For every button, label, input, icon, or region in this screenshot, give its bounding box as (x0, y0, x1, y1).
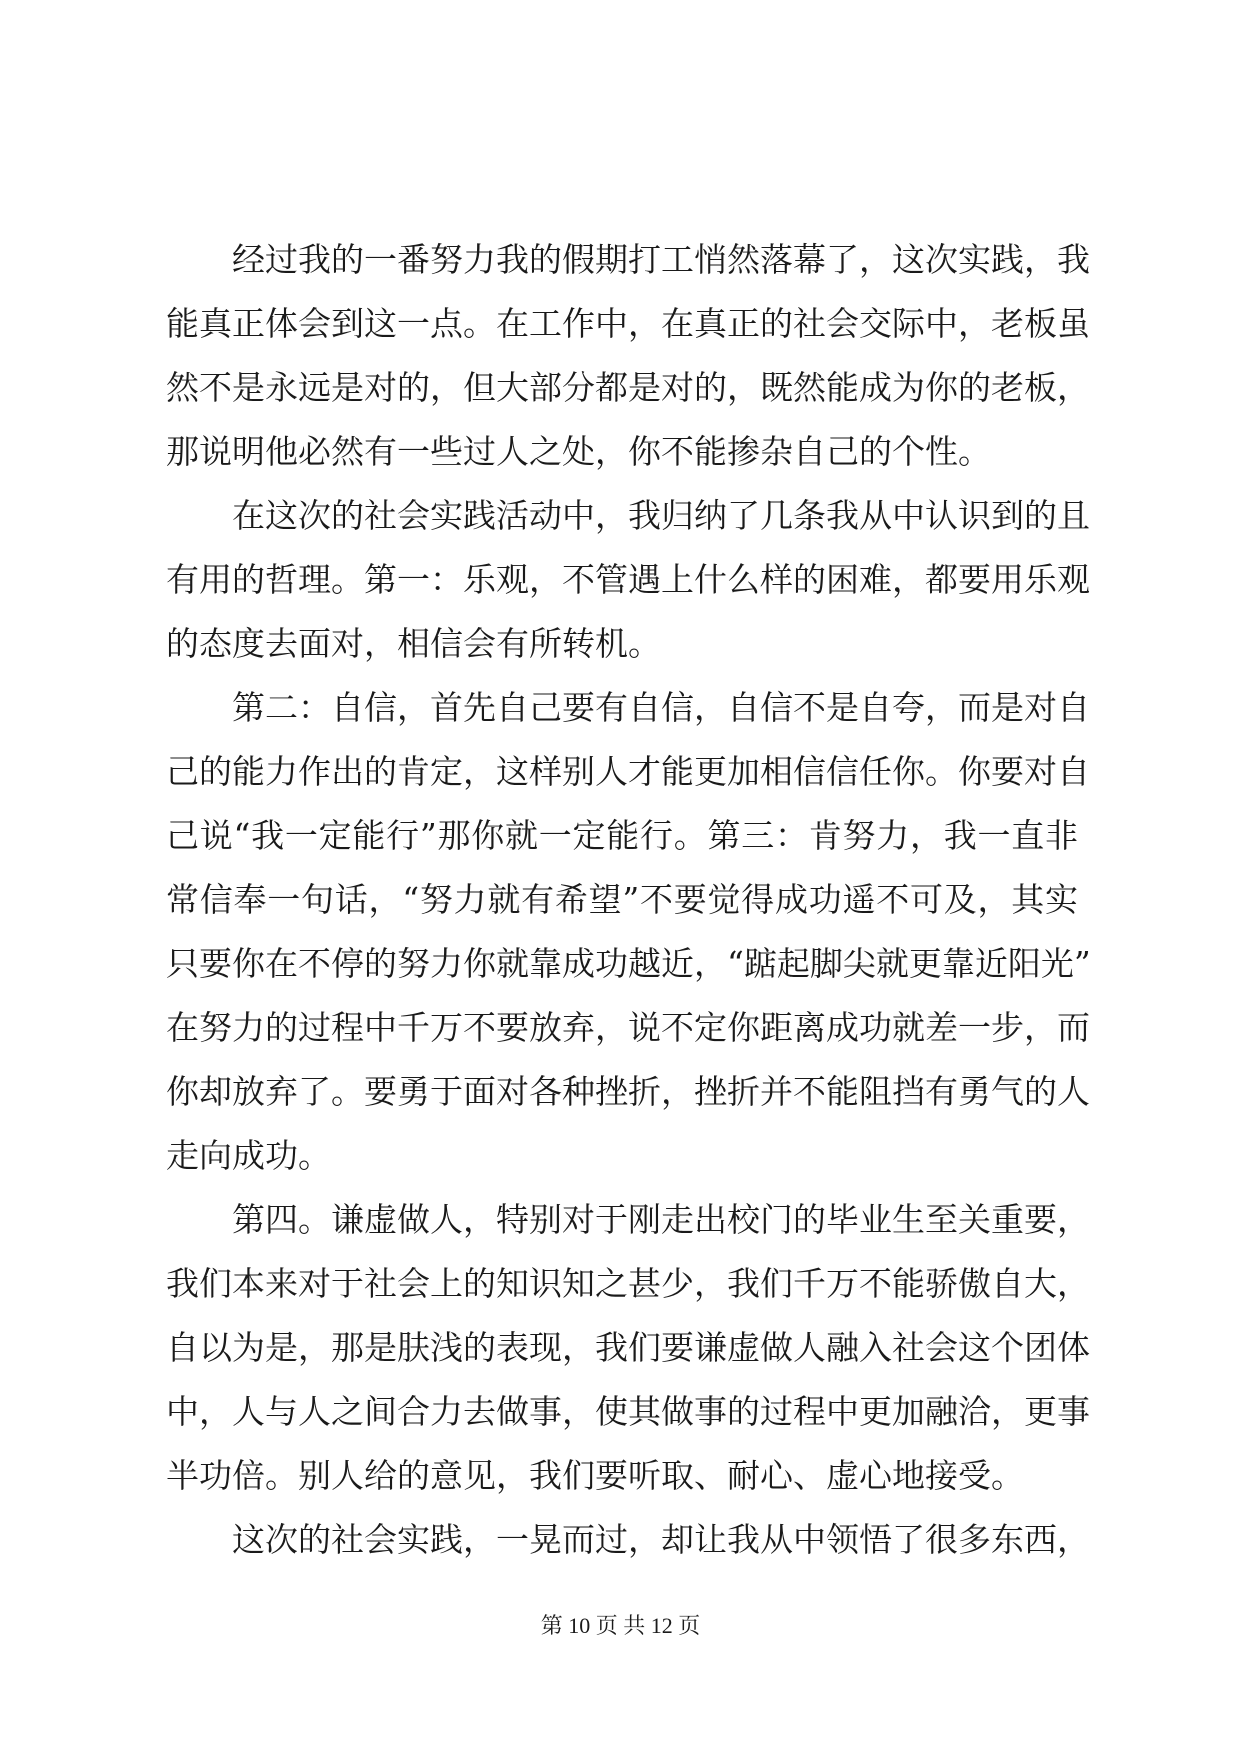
text-line: 中，人与人之间合力去做事，使其做事的过程中更加融洽，更事 (166, 1392, 1090, 1431)
text-line: 在努力的过程中千万不要放弃，说不定你距离成功就差一步，而 (166, 1008, 1090, 1047)
text-line: 这次的社会实践，一晃而过，却让我从中领悟了很多东西， (232, 1520, 1090, 1559)
text-line: 有用的哲理。第一：乐观，不管遇上什么样的困难，都要用乐观 (166, 560, 1090, 599)
text-line: 那说明他必然有一些过人之处，你不能掺杂自己的个性。 (166, 432, 991, 471)
text-line: 己说“我一定能行”那你就一定能行。第三：肯努力，我一直非 (166, 816, 1078, 855)
text-line: 第四。谦虚做人，特别对于刚走出校门的毕业生至关重要， (232, 1200, 1090, 1239)
text-line: 第二：自信，首先自己要有自信，自信不是自夸，而是对自 (232, 688, 1090, 727)
text-line: 能真正体会到这一点。在工作中，在真正的社会交际中，老板虽 (166, 304, 1090, 343)
text-line: 自以为是，那是肤浅的表现，我们要谦虚做人融入社会这个团体 (166, 1328, 1090, 1367)
text-line: 你却放弃了。要勇于面对各种挫折，挫折并不能阻挡有勇气的人 (166, 1072, 1090, 1111)
text-line: 半功倍。别人给的意见，我们要听取、耐心、虚心地接受。 (166, 1456, 1024, 1495)
text-line: 走向成功。 (166, 1136, 331, 1175)
text-line: 常信奉一句话，“努力就有希望”不要觉得成功遥不可及，其实 (166, 880, 1078, 919)
text-line: 的态度去面对，相信会有所转机。 (166, 624, 661, 663)
text-line: 我们本来对于社会上的知识知之甚少，我们千万不能骄傲自大， (166, 1264, 1090, 1303)
text-line: 只要你在不停的努力你就靠成功越近，“踮起脚尖就更靠近阳光” (166, 944, 1091, 983)
page-footer: 第 10 页 共 12 页 (540, 1613, 701, 1638)
text-line: 经过我的一番努力我的假期打工悄然落幕了，这次实践，我 (232, 240, 1090, 279)
document-body (166, 228, 1091, 1572)
text-line: 己的能力作出的肯定，这样别人才能更加相信信任你。你要对自 (166, 752, 1090, 791)
text-line: 然不是永远是对的，但大部分都是对的，既然能成为你的老板， (166, 368, 1090, 407)
text-line: 在这次的社会实践活动中，我归纳了几条我从中认识到的且 (232, 496, 1090, 535)
